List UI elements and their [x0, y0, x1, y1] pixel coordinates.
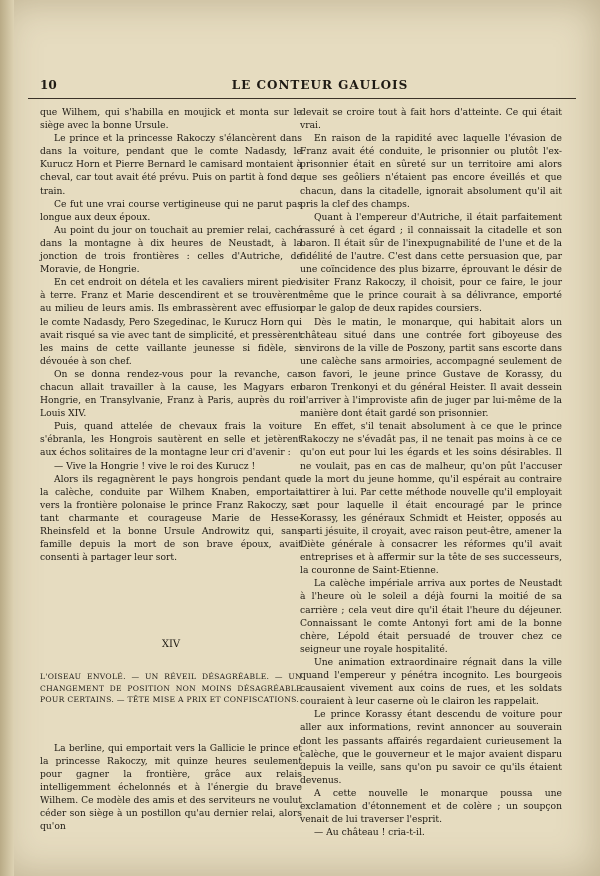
paragraph: Au point du jour on touchait au premier relai, caché dans la montagne à dix heures de Neustadt, à la jonction de trois frontières : celles d'Autriche, de Moravie, de Hongrie.: [40, 224, 302, 276]
paragraph: que Wilhem, qui s'habilla en moujick et monta sur le siège avec la bonne Ursule.: [40, 107, 302, 132]
chapter-gap: [40, 651, 302, 671]
paragraph: La berline, qui emportait vers la Gallicie le prince et la princesse Rakoczy, mit quinze heures seulement pour gagner la frontière, grâce aux relais intelligemment échelonnés et à l'énergie du brave Wilhem. Ce modèle des amis et des serviteurs ne voulut céder son siège à un postillon qu'au dernier relai, alors qu'on: [40, 742, 302, 833]
paragraph: Alors ils regagnèrent le pays hongrois pendant que la calèche, conduite par Wilhem Knaben, emportait vers la frontière polonaise le prince Franz Rakoczy, sa tant charmante et courageuse Marie de Hesse-Rheinsfeld et la bonne Ursule Androwitz qui, sans famille depuis la mort de son brave époux, avait consenti à partager leur sort.: [40, 473, 302, 564]
left-column: [40, 106, 302, 834]
paragraph: — Vive la Hongrie ! vive le roi des Kurucz !: [54, 460, 256, 472]
paragraph: En cet endroit on dételа et les cavaliers mirent pied à terre. Franz et Marie descendirent et se trouvèrent au milieu de leurs amis. Ils embrassèrent avec effusion le comte Nadasdy, Pero Szegedinac, le Kurucz Horn qui avait risqué sa vie avec tant de simplicité, et pressèrent les mains de cette vaillante jeunesse si fidèle, si dévouée à son chef.: [40, 277, 302, 367]
chapter-summary: L'OISEAU ENVOLÉ. — UN RÉVEIL DÉSAGRÉABLE. — UN CHANGEMENT DE POSITION NON MOINS DÉSAGRÉABLE POUR CERTAINS. — TÊTE MISE A PRIX ET CONFISCATIONS.: [40, 672, 302, 705]
paragraph: — Au château ! cria-t-il.: [314, 827, 425, 839]
paragraph: Une animation extraordinaire régnait dans la ville quand l'empereur y pénétra incognito. Les bourgeois causaient vivement aux coins de rues, et les soldats couraient à leur caserne où le clairon les rappelait.: [300, 656, 562, 708]
paragraph: A cette nouvelle le monarque poussa une exclamation d'étonnement et de colère ; un soupçon venait de lui traverser l'esprit.: [300, 787, 562, 826]
paragraph: Dès le matin, le monarque, qui habitait alors un château situé dans une contrée fort giboyeuse des environs de la ville de Poszony, partit sans escorte dans une calèche sans armoiries, accompagné seulement de son favori, le jeune prince Gustave de Korassy, du baron Trenkonyi et du général Heister. Il avait dessein d'arriver à l'improviste afin de juger par lui-même de la manière dont était gardé son prisonnier.: [300, 316, 562, 420]
paragraph: En raison de la rapidité avec laquelle l'évasion de Franz avait été conduite, le prisonnier ou plutôt l'ex-prisonnier était en sûreté sur un territoire ami alors que ses geôliers n'étaient pas encore éveillés et que chacun, dans la citadelle, ignorait absolument qu'il ait pris la clef des champs.: [300, 133, 562, 210]
paragraph: Quant à l'empereur d'Autriche, il était parfaitement rassuré à cet égard ; il connaissait la citadelle et son baron. Il était sûr de l'inexpugnabilité de l'une et de la fidélité de l'autre. C'est dans cette persuasion que, par une coïncidence des plus bizarre, éprouvant le désir de visiter Franz Rakoczy, il choisit, pour ce faire, le jour même que le prince courait à sa délivrance, emporté par le galop de deux rapides coursiers.: [300, 211, 562, 315]
header-rule: [28, 98, 576, 99]
paragraph: devait se croire tout à fait hors d'atteinte. Ce qui était vrai.: [300, 107, 562, 132]
paragraph: En effet, s'il tenait absolument à ce que le prince Rakoczy ne s'évadât pas, il ne tenait pas moins à ce ce qu'on eut pour lui les égards et les soins désirables. Il ne voulait, pas en cas de malheur, qu'on pût l'accuser de la mort du jeune homme, qu'il espérait au contraire attirer à lui. Par cette méthode nouvelle qu'il employait et pour laquelle il était encouragé par le prince Korassy, les généraux Schmidt et Heister, opposés au parti jésuite, il croyait, avec raison peut-être, amener la Diète générale à consacrer les réformes qu'il avait entreprises et à affermir sur la tête de ses successeurs, la couronne de Saint-Etienne.: [300, 421, 562, 577]
paragraph: La calèche impériale arriva aux portes de Neustadt à l'heure où le soleil a déjà fourni la moitié de sa carrière ; cela veut dire qu'il était l'heure du déjeuner. Connaissant le comte Antonyi fort ami de la bonne chère, Lépold était persuadé de trouver chez ce seigneur une royale hospitalité.: [300, 578, 562, 655]
chapter-gap: [40, 564, 302, 638]
paragraph: Puis, quand attelée de chevaux frais la voiture s'ébranla, les Hongrois sautèrent en selle et jetèrent aux échos solitaires de la montagne leur cri d'avenir :: [40, 421, 302, 459]
paragraph: Le prince et la princesse Rakoczy s'élancèrent dans dans la voiture, pendant que le comte Nadasdy, le Kurucz Horn et Pierre Bernard le camisard montaient à cheval, car tout avait été prévu. Puis on partit à fond de train.: [40, 133, 302, 197]
paragraph: Ce fut une vrai course vertigineuse qui ne parut pas longue aux deux époux.: [40, 198, 302, 223]
paragraph: On se donna rendez-vous pour la revanche, car chacun allait travailler à la cause, les Magyars en Hongrie, en Transylvanie, Franz à Paris, auprès du roi Louis XIV.: [40, 368, 302, 420]
running-title: LE CONTEUR GAULOIS: [231, 78, 409, 92]
right-column: [300, 106, 562, 839]
chapter-number: XIV: [161, 639, 181, 651]
page-binding-shadow: [0, 0, 14, 876]
chapter-gap: [40, 706, 302, 742]
paragraph: Le prince Korassy étant descendu de voiture pour aller aux informations, revint annoncer au souverain dont les passants affairés regardaient curieusement la calèche, que le gouverneur et le major avaient disparu depuis la veille, sans qu'on pu savoir ce qu'ils étaient devenus.: [300, 709, 562, 786]
page-number: 10: [40, 78, 57, 92]
